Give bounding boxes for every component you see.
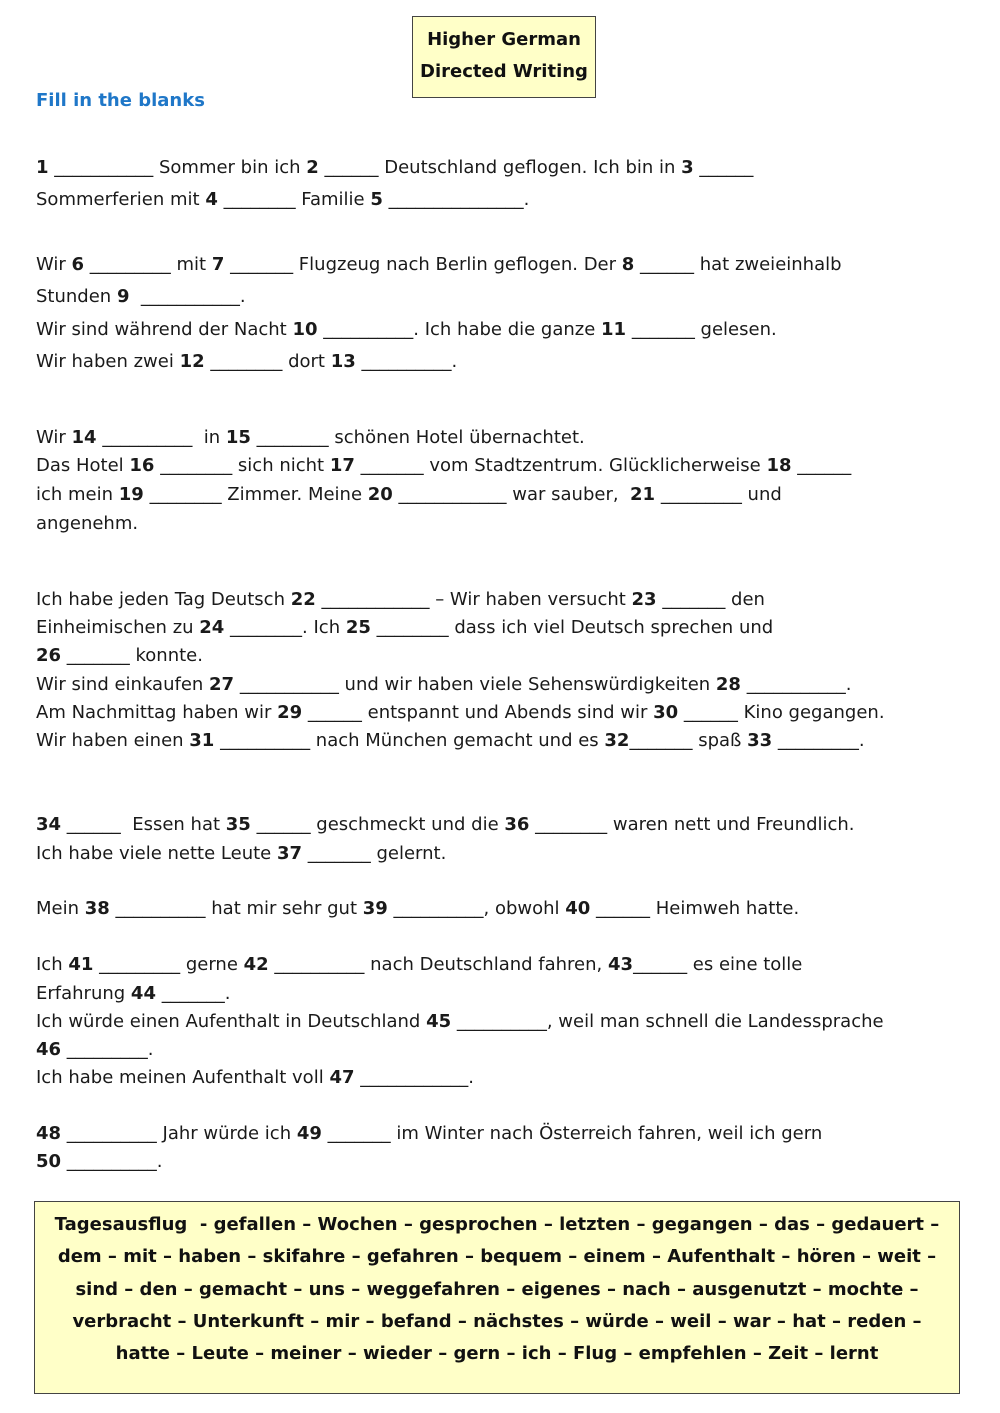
blank-number: 47 <box>329 1067 355 1088</box>
text-line <box>36 842 446 866</box>
blank-number: 23 <box>631 589 657 610</box>
text-segment: Wir sind während der Nacht <box>36 319 293 340</box>
text-segment: __________. <box>355 351 458 372</box>
text-segment: ___________. <box>129 286 246 307</box>
word-bank-line: dem – mit – haben – skifahre – gefahren – bequem – einem – Aufenthalt – hören – weit – <box>57 1246 937 1268</box>
text-segment: _______ vom Stadtzentrum. Glücklicherweise <box>354 455 767 476</box>
blank-number: 7 <box>211 254 225 275</box>
text-line <box>36 953 802 977</box>
text-segment: __________ Jahr würde ich <box>61 1123 297 1144</box>
text-line <box>36 454 851 478</box>
text-segment: ____________ – Wir haben versucht <box>315 589 632 610</box>
blank-number: 42 <box>243 954 269 975</box>
blank-number: 45 <box>426 1011 452 1032</box>
text-segment: _________ und <box>655 484 782 505</box>
text-line <box>36 1066 474 1090</box>
blank-number: 28 <box>715 674 741 695</box>
blank-number: 27 <box>209 674 235 695</box>
text-segment: __________. <box>61 1151 163 1172</box>
text-segment: Erfahrung <box>36 983 131 1004</box>
text-line <box>36 188 529 212</box>
blank-number: 39 <box>362 898 388 919</box>
blank-number: 18 <box>766 455 792 476</box>
text-segment: Wir haben einen <box>36 730 190 751</box>
text-segment: _________. <box>61 1039 154 1060</box>
text-line <box>36 253 842 277</box>
text-segment: ______ hat zweieinhalb <box>634 254 842 275</box>
blank-number: 49 <box>296 1123 322 1144</box>
text-segment: _______ den <box>656 589 765 610</box>
blank-number: 11 <box>601 319 627 340</box>
text-segment: _______ gelesen. <box>626 319 777 340</box>
blank-number: 10 <box>292 319 318 340</box>
blank-number: 4 <box>205 189 218 210</box>
blank-number: 35 <box>225 814 251 835</box>
text-line <box>36 512 138 536</box>
blank-number: 13 <box>330 351 356 372</box>
text-segment: _______ konnte. <box>61 645 203 666</box>
blank-number: 24 <box>199 617 225 638</box>
text-line <box>36 1150 163 1174</box>
text-line <box>36 1010 884 1034</box>
blank-number: 41 <box>68 954 94 975</box>
text-segment: ____________ war sauber, <box>392 484 631 505</box>
text-segment: ______ geschmeckt und die <box>250 814 505 835</box>
word-bank-line: Tagesausflug - gefallen – Wochen – gesprochen – letzten – gegangen – das – gedauert – <box>54 1214 940 1235</box>
blank-number: 9 <box>116 286 130 307</box>
text-line <box>36 1122 822 1146</box>
blank-number: 15 <box>225 427 251 448</box>
blank-number: 38 <box>84 898 110 919</box>
text-segment: __________, weil man schnell die Landessprache <box>451 1011 884 1032</box>
text-segment: ______ Kino gegangen. <box>678 702 885 723</box>
text-segment: _______________. <box>382 189 530 210</box>
blank-number: 14 <box>71 427 97 448</box>
blank-number: 44 <box>130 983 156 1004</box>
blank-number: 20 <box>367 484 393 505</box>
word-bank-line: hatte – Leute – meiner – wieder – gern – ich – Flug – empfehlen – Zeit – lernt <box>115 1343 879 1365</box>
text-segment: Am Nachmittag haben wir <box>36 702 278 723</box>
text-segment: Wir <box>36 254 72 275</box>
text-segment: ______ Heimweh hatte. <box>590 898 800 919</box>
text-segment: _______. <box>155 983 231 1004</box>
instruction: Fill in the blanks <box>36 90 205 111</box>
text-segment: Wir haben zwei <box>36 351 180 372</box>
blank-number: 21 <box>630 484 656 505</box>
text-segment: __________ in <box>96 427 226 448</box>
text-segment: angenehm. <box>36 513 139 534</box>
text-line <box>36 426 585 450</box>
blank-number: 8 <box>621 254 635 275</box>
text-segment: ________ waren nett und Freundlich. <box>529 814 855 835</box>
text-line <box>36 156 753 180</box>
title-line-2: Directed Writing <box>420 61 588 82</box>
blank-number: 50 <box>36 1151 62 1172</box>
text-segment: Ich <box>36 954 69 975</box>
blank-number: 2 <box>306 157 319 178</box>
blank-number: 37 <box>276 843 303 864</box>
text-line <box>36 285 246 309</box>
text-segment: ______ Essen hat <box>61 814 226 835</box>
blank-number: 32 <box>604 730 630 751</box>
blank-number: 6 <box>71 254 85 275</box>
text-segment: Ich würde einen Aufenthalt in Deutschland <box>36 1011 427 1032</box>
text-segment: ________ Zimmer. Meine <box>143 484 368 505</box>
text-line <box>36 982 230 1006</box>
text-segment: Wir <box>36 427 72 448</box>
word-bank-line: sind – den – gemacht – uns – weggefahren – eigenes – nach – ausgenutzt – mochte – <box>75 1278 919 1300</box>
title-box <box>412 16 596 98</box>
text-segment: ich mein <box>36 484 119 505</box>
text-segment: ______ <box>693 157 754 178</box>
text-segment: ______ <box>791 455 852 476</box>
text-segment: Ich habe meinen Aufenthalt voll <box>36 1067 330 1088</box>
text-segment: __________, obwohl <box>387 898 566 919</box>
blank-number: 26 <box>36 645 62 666</box>
text-line <box>36 588 765 612</box>
text-segment: __________ nach München gemacht und es <box>214 730 605 751</box>
text-segment: ____________. <box>354 1067 474 1088</box>
blank-number: 36 <box>504 814 530 835</box>
text-segment: Stunden <box>36 286 117 307</box>
blank-number: 5 <box>370 189 383 210</box>
text-line <box>36 701 885 725</box>
blank-number: 29 <box>277 702 303 723</box>
text-segment: _________ gerne <box>93 954 244 975</box>
word-bank <box>34 1201 960 1394</box>
text-line <box>36 616 773 640</box>
text-segment: _______ gelernt. <box>302 843 447 864</box>
text-line <box>36 729 865 753</box>
text-segment: Sommerferien mit <box>36 189 206 210</box>
text-line <box>36 350 457 374</box>
blank-number: 30 <box>653 702 679 723</box>
blank-number: 12 <box>179 351 205 372</box>
blank-number: 33 <box>747 730 773 751</box>
text-segment: ________ schönen Hotel übernachtet. <box>250 427 585 448</box>
text-segment: Einheimischen zu <box>36 617 200 638</box>
text-segment: ___________. <box>740 674 852 695</box>
text-segment: __________ hat mir sehr gut <box>109 898 363 919</box>
blank-number: 3 <box>681 157 694 178</box>
text-segment: ______ Deutschland geflogen. Ich bin in <box>318 157 682 178</box>
blank-number: 16 <box>129 455 155 476</box>
text-segment: Ich habe viele nette Leute <box>36 843 277 864</box>
text-segment: __________. Ich habe die ganze <box>317 319 602 340</box>
text-segment: ______ entspannt und Abends sind wir <box>302 702 654 723</box>
text-segment: ___________ und wir haben viele Sehenswürdigkeiten <box>234 674 716 695</box>
text-segment: _______ im Winter nach Österreich fahren, weil ich gern <box>321 1123 823 1144</box>
word-bank-line: verbracht – Unterkunft – mir – befand – nächstes – würde – weil – war – hat – reden – <box>72 1310 922 1332</box>
blank-number: 22 <box>290 589 316 610</box>
blank-number: 34 <box>36 814 62 835</box>
blank-number: 46 <box>36 1039 62 1060</box>
text-line <box>36 813 855 837</box>
blank-number: 19 <box>118 484 144 505</box>
blank-number: 17 <box>329 455 355 476</box>
text-segment: Wir sind einkaufen <box>36 674 210 695</box>
text-segment: ___________ Sommer bin ich <box>48 157 307 178</box>
text-segment: ________ Familie <box>217 189 371 210</box>
blank-number: 1 <box>36 157 49 178</box>
blank-number: 48 <box>36 1123 62 1144</box>
text-segment: ______ es eine tolle <box>633 954 803 975</box>
blank-number: 31 <box>189 730 215 751</box>
blank-number: 40 <box>565 898 591 919</box>
text-segment: ________ dass ich viel Deutsch sprechen und <box>370 617 774 638</box>
title-line-1: Higher German <box>427 29 581 50</box>
text-segment: _______ spaß <box>629 730 748 751</box>
text-segment: _________ mit <box>84 254 212 275</box>
blank-number: 43 <box>608 954 634 975</box>
text-segment: ________ dort <box>204 351 331 372</box>
text-segment: ________. Ich <box>224 617 346 638</box>
text-segment: Mein <box>36 898 85 919</box>
text-line <box>36 673 851 697</box>
text-segment: _______ Flugzeug nach Berlin geflogen. Der <box>224 254 622 275</box>
blank-number: 25 <box>345 617 371 638</box>
text-segment: ________ sich nicht <box>154 455 330 476</box>
text-segment: Ich habe jeden Tag Deutsch <box>36 589 291 610</box>
text-line <box>36 318 777 342</box>
text-segment: __________ nach Deutschland fahren, <box>268 954 608 975</box>
text-line <box>36 1038 154 1062</box>
text-line <box>36 644 203 668</box>
text-segment: Das Hotel <box>36 455 130 476</box>
text-segment: _________. <box>772 730 865 751</box>
text-line <box>36 897 799 921</box>
text-line <box>36 483 782 507</box>
